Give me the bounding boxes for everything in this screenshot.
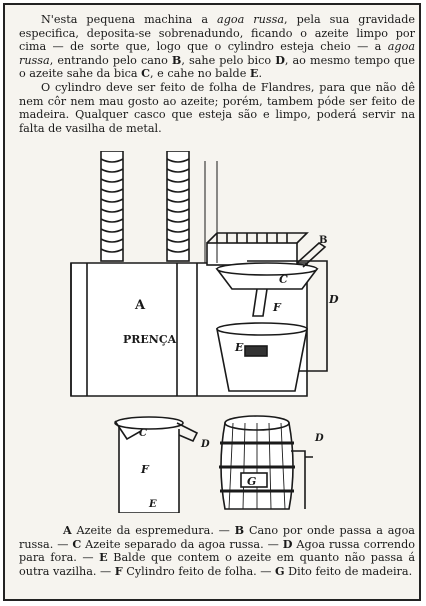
figure-caption — [19, 524, 415, 578]
caption-item: Cylindro feito de folha. — — [122, 564, 275, 578]
text-run: , ao mesmo tempo que o azeite sahe da bica — [19, 53, 415, 81]
screw-column-right — [167, 151, 189, 261]
caption-item: Azeite separado da agoa russa. — — [81, 537, 283, 551]
screw-column-left — [101, 151, 123, 261]
caption-key: A — [63, 523, 72, 537]
italic-term: agoa russa — [19, 40, 415, 67]
paragraph-2: O cylindro deve ser feito de folha de Flandres, para que não dê nem côr nem mau gosto ao azeite; porém, tambem póde ser feito de madeira. Qualquer casco que esteja são e limpo, poderá servir na falta de vasilha de metal. — [19, 80, 415, 135]
letter-ref: C — [141, 66, 151, 81]
label-D: D — [329, 293, 339, 306]
caption-item: Dito feito de madeira. — [284, 564, 413, 578]
caption-key: G — [275, 563, 285, 578]
label-prensa: PRENÇA — [123, 333, 177, 346]
label-D-barrel: D — [315, 433, 324, 444]
caption-key: D — [282, 536, 293, 551]
caption-item: Cano por onde passa a agoa russa. — — [19, 524, 415, 551]
label-F: F — [273, 301, 281, 314]
italic-term: agoa russa — [217, 13, 285, 26]
label-B: B — [319, 235, 328, 246]
caption-key: C — [72, 536, 82, 551]
label-F-lower: F — [141, 463, 149, 476]
caption-key: F — [114, 563, 123, 578]
caption-key: E — [99, 550, 108, 565]
label-C: C — [279, 273, 288, 286]
caption-item: Azeite da espremedura. — — [71, 524, 235, 537]
bucket-E — [217, 323, 307, 391]
caption-key: B — [234, 523, 245, 537]
text-run: , sahe pelo bico — [181, 53, 276, 67]
body-text — [19, 13, 415, 135]
label-E: E — [235, 341, 244, 354]
caption-item: Agoa russa correndo para fora. — — [19, 537, 416, 565]
letter-ref: E — [249, 66, 259, 81]
label-G: G — [247, 475, 257, 488]
text-run: N'esta pequena machina a — [41, 13, 218, 26]
barrel-G — [219, 416, 313, 509]
paragraph-1 — [19, 13, 415, 81]
text-run: , pela sua gravidade especifica, deposita-se sobrenadundo, ficando o azeite limpo por cima — de sorte que, logo que o cylindro esteja cheio — a — [19, 13, 415, 54]
letter-ref: B — [171, 52, 182, 67]
text-run: , entrando pelo cano — [49, 53, 172, 67]
label-D-lower: D — [201, 439, 210, 450]
page-frame — [3, 3, 421, 601]
text-run: . — [258, 67, 262, 81]
label-E-lower: E — [149, 499, 157, 510]
press-illustration — [57, 151, 387, 513]
text-run: , e cahe no balde — [150, 67, 250, 81]
label-C-lower: C — [139, 428, 147, 439]
label-A: A — [135, 298, 146, 313]
letter-ref: D — [275, 52, 285, 67]
caption-item: Balde que contem o azeite em quanto não passa á outra vazilha. — — [19, 551, 415, 578]
caption-text — [19, 524, 415, 578]
